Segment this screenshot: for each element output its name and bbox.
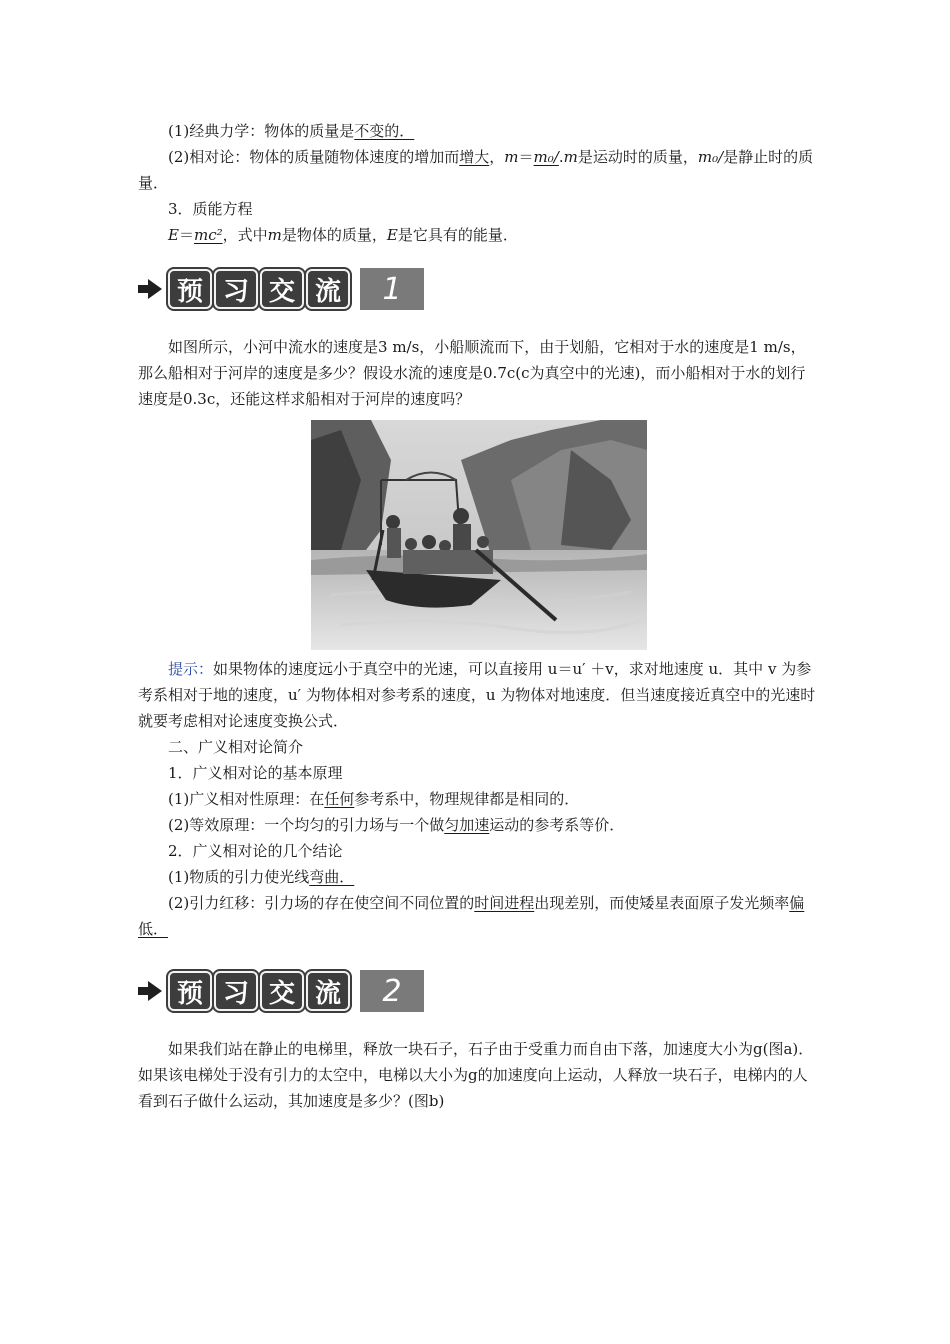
boat-river-photo bbox=[311, 420, 647, 650]
boat-photo-image bbox=[311, 420, 647, 650]
mass-energy-equation: E＝mc²，式中m是物体的质量，E是它具有的能量． bbox=[168, 226, 518, 244]
preview-exchange-banner-1: 预 习 交 流 1 bbox=[138, 266, 820, 312]
principle-2: (2)等效原理：一个均匀的引力场与一个做匀加速运动的参考系等价． bbox=[168, 816, 625, 834]
hint-label: 提示： bbox=[168, 660, 214, 678]
relativity-mass-line: (2)相对论：物体的质量随物体速度的增加而增大，m＝m₀/.m是运动时的质量，m₀/是静止时的质量． bbox=[138, 148, 814, 192]
question-1: 如图所示，小河中流水的速度是3 m/s，小船顺流而下，由于划船，它相对于水的速度是1 m/s，那么船相对于河岸的速度是多少？假设水流的速度是0.7c(c为真空中的光速)，而小船相对于水的划行速度是0.3c，还能这样求船相对于河岸的速度吗？ bbox=[138, 338, 806, 408]
conclusion-2: (2)引力红移：引力场的存在使空间不同位置的时间进程出现差别，而使矮星表面原子发光频率偏低． bbox=[138, 894, 805, 938]
classical-mass-line: (1)经典力学：物体的质量是不变的． bbox=[168, 122, 415, 140]
question-2: 如果我们站在静止的电梯里，释放一块石子，石子由于受重力而自由下落，加速度大小为g(图a)．如果该电梯处于没有引力的太空中，电梯以大小为g的加速度向上运动，人释放一块石子，电梯内的人看到石子做什么运动，其加速度是多少？(图b) bbox=[138, 1040, 814, 1110]
conclusions-heading: 2．广义相对论的几个结论 bbox=[168, 842, 343, 860]
mass-energy-heading: 3．质能方程 bbox=[168, 200, 253, 218]
section-general-relativity-title: 二、广义相对论简介 bbox=[168, 738, 304, 756]
arrow-icon bbox=[138, 987, 148, 995]
basic-principles-heading: 1．广义相对论的基本原理 bbox=[168, 764, 343, 782]
conclusion-1: (1)物质的引力使光线弯曲． bbox=[168, 868, 355, 886]
arrow-icon bbox=[138, 285, 148, 293]
document-page bbox=[138, 112, 820, 1114]
principle-1: (1)广义相对性原理：在任何参考系中，物理规律都是相同的． bbox=[168, 790, 580, 808]
hint-paragraph: 提示：如果物体的速度远小于真空中的光速，可以直接用 u＝u′ ＋v，求对地速度 u．其中 v 为参考系相对于地的速度，u′ 为物体相对参考系的速度，u 为物体对地速度．但当速度接近真空中的光速时就要考虑相对论速度变换公式． bbox=[138, 660, 816, 730]
preview-exchange-banner-2: 预 习 交 流 2 bbox=[138, 968, 820, 1014]
